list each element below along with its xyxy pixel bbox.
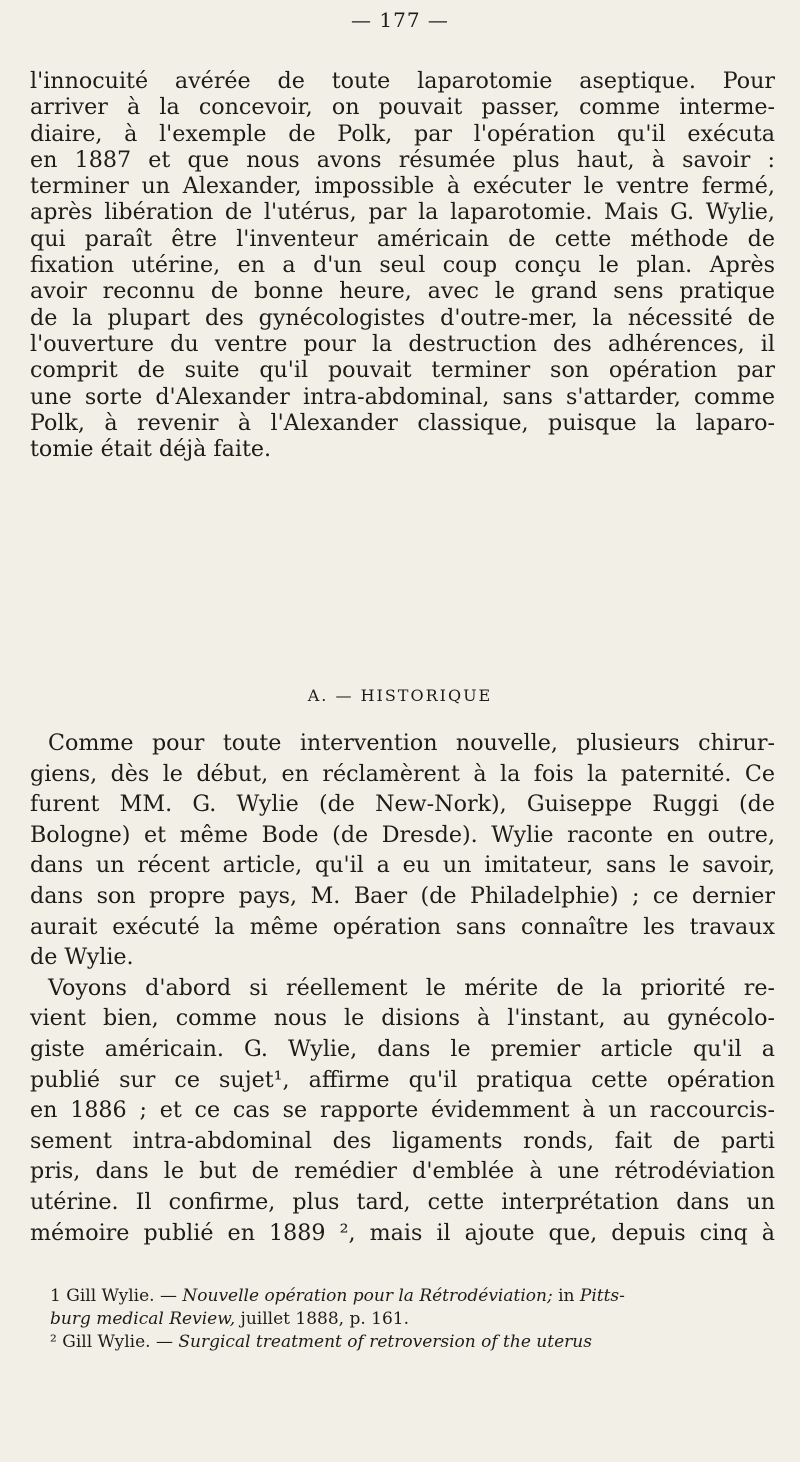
text-line: l'ouverture du ventre pour la destruction des adhérences, il	[30, 330, 775, 357]
text-line: diaire, à l'exemple de Polk, par l'opération qu'il exécuta	[30, 120, 775, 147]
footnote-author: Gill Wylie. —	[62, 1332, 173, 1352]
text-line: en 1886 ; et ce cas se rapporte évidemment à un raccourcis-	[30, 1097, 775, 1124]
footnote-marker: ²	[50, 1332, 57, 1352]
text-line: publié sur ce sujet¹, affirme qu'il pratiqua cette opération	[30, 1066, 775, 1093]
text-line: Comme pour toute intervention nouvelle, plusieurs chirur-	[48, 730, 775, 756]
text-line: giens, dès le début, en réclamèrent à la fois la paternité. Ce	[30, 760, 775, 787]
footnote-1-continued	[50, 1308, 778, 1331]
text-line: dans son propre pays, M. Baer (de Philadelphie) ; ce dernier	[30, 882, 775, 909]
footnotes	[50, 1285, 778, 1354]
text-line: avoir reconnu de bonne heure, avec le grand sens pratique	[30, 278, 775, 305]
page-number: — 177 —	[351, 8, 449, 32]
text-line: après libération de l'utérus, par la laparotomie. Mais G. Wylie,	[30, 199, 775, 226]
text-line: arriver à la concevoir, on pouvait passer, comme interme-	[30, 94, 775, 121]
text-line: utérine. Il confirme, plus tard, cette interprétation dans un	[30, 1188, 775, 1215]
text-line: pris, dans le but de remédier d'emblée à une rétrodéviation	[30, 1158, 775, 1185]
footnote-journal: Pitts-	[579, 1286, 625, 1306]
footnote-author: Gill Wylie. —	[66, 1286, 177, 1306]
text-line: terminer un Alexander, impossible à exécuter le ventre fermé,	[30, 173, 775, 200]
text-line: fixation utérine, en a d'un seul coup conçu le plan. Après	[30, 252, 775, 279]
footnote-title: Surgical treatment of retroversion of the uterus	[178, 1332, 592, 1352]
text-line: qui paraît être l'inventeur américain de cette méthode de	[30, 225, 775, 252]
section-heading: A. — HISTORIQUE	[307, 686, 493, 705]
footnote-journal: burg medical Review,	[50, 1309, 236, 1329]
text-line: comprit de suite qu'il pouvait terminer son opération par	[30, 357, 775, 384]
text-line: sement intra-abdominal des ligaments ronds, fait de parti	[30, 1127, 775, 1154]
text-line: dans un récent article, qu'il a eu un imitateur, sans le savoir,	[30, 852, 775, 879]
text-line: en 1887 et que nous avons résumée plus haut, à savoir :	[30, 146, 775, 173]
text-line: tomie était déjà faite.	[30, 436, 272, 463]
footnote-date: juillet 1888, p. 161.	[240, 1309, 409, 1329]
text-line: Bologne) et même Bode (de Dresde). Wylie raconte en outre,	[30, 821, 775, 848]
footnote-title: Nouvelle opération pour la Rétrodéviation;	[182, 1286, 553, 1306]
text-line: l'innocuité avérée de toute laparotomie aseptique. Pour	[30, 68, 775, 94]
text-line: de Wylie.	[30, 944, 134, 971]
paragraph-1	[30, 68, 775, 462]
footnote-marker: 1	[50, 1286, 61, 1306]
text-line: vient bien, comme nous le disions à l'instant, au gynécolo-	[30, 1005, 775, 1032]
text-line: aurait exécuté la même opération sans connaître les travaux	[30, 913, 775, 940]
paragraphs-2-3	[30, 728, 775, 1248]
footnote-in: in	[558, 1286, 575, 1306]
footnote-1	[50, 1285, 778, 1308]
text-line: une sorte d'Alexander intra-abdominal, sans s'attarder, comme	[30, 383, 775, 410]
text-line: furent MM. G. Wylie (de New-Nork), Guiseppe Ruggi (de	[30, 791, 775, 818]
text-line: Polk, à revenir à l'Alexander classique, puisque la laparo-	[30, 409, 775, 436]
footnote-2	[50, 1331, 778, 1354]
text-line: Voyons d'abord si réellement le mérite de la priorité re-	[48, 974, 775, 1001]
text-line: mémoire publié en 1889 ², mais il ajoute que, depuis cinq à	[30, 1219, 775, 1246]
text-line: de la plupart des gynécologistes d'outre-mer, la nécessité de	[30, 304, 775, 331]
text-line: giste américain. G. Wylie, dans le premier article qu'il a	[30, 1035, 775, 1062]
